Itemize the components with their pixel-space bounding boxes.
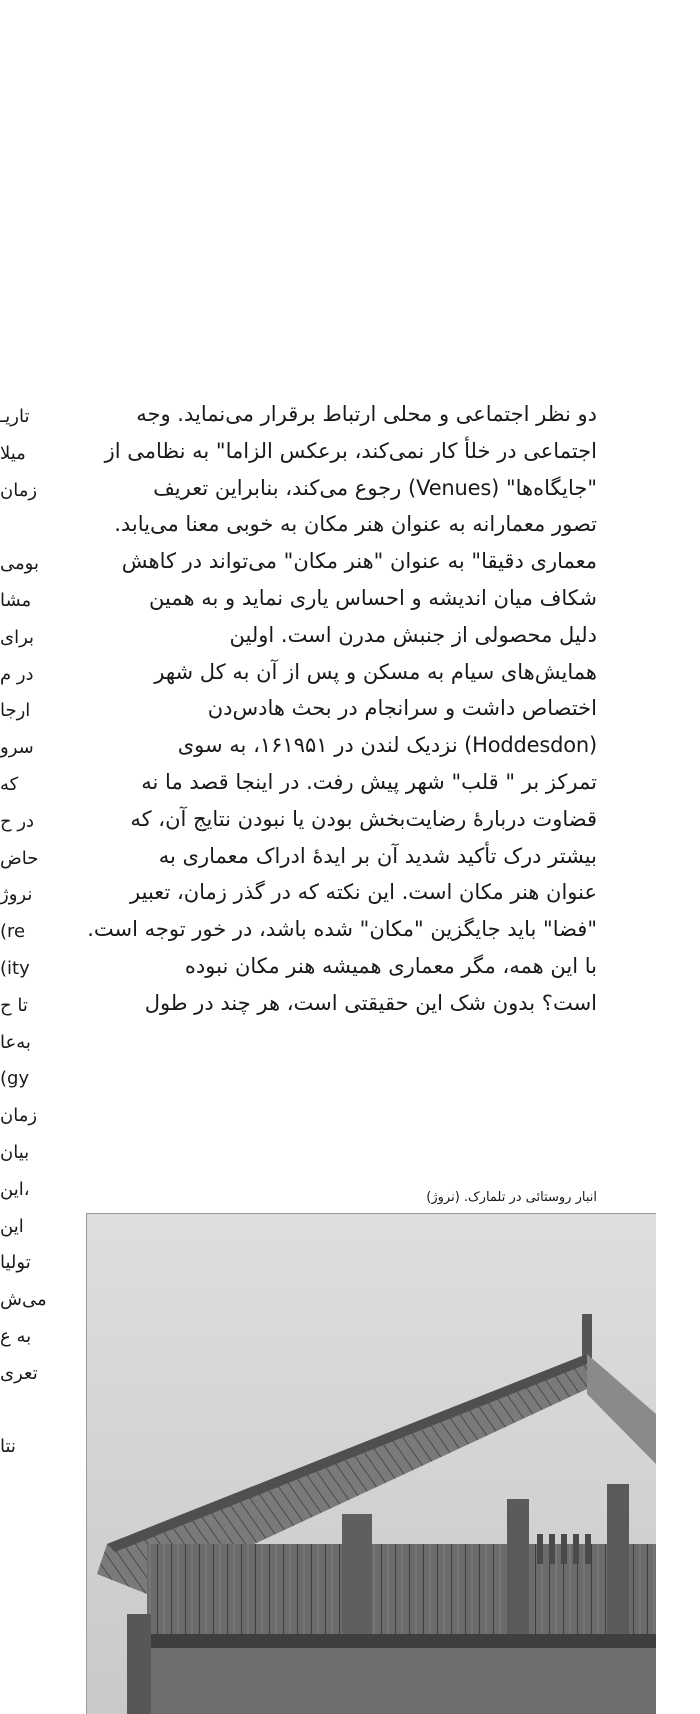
text-line: بیشتر درک تأکید شدید آن بر ایدهٔ ادراک معماری به	[158, 843, 597, 868]
adjacent-column-line: این	[0, 1215, 24, 1237]
storehouse-illustration	[87, 1214, 656, 1714]
adjacent-column-line: نروژ	[0, 884, 33, 906]
storehouse-lower-wall	[127, 1648, 656, 1714]
text-line: "جایگاه‌ها" (Venues) رجوع می‌کند، بنابراین تعریف	[153, 475, 597, 500]
floor-beam	[147, 1634, 656, 1648]
main-text-column	[60, 396, 597, 1022]
adjacent-column-line: برای	[0, 626, 35, 648]
adjacent-column-line: ارجا	[0, 700, 31, 722]
adjacent-column-line: تولیا	[0, 1252, 31, 1274]
adjacent-column-line: این،	[0, 1178, 30, 1200]
adjacent-column-line: می‌ش	[0, 1289, 47, 1311]
text-line: اختصاص داشت و سرانجام در بحث هادس‌دن	[207, 696, 597, 721]
text-line: تمرکز بر " قلب" شهر پیش رفت. در اینجا قصد ما نه	[141, 769, 597, 794]
text-line: است؟ بدون شک این حقیقتی است، هر چند در طول	[144, 990, 597, 1015]
text-line: قضاوت دربارهٔ رضایت‌بخش بودن یا نبودن نتایج آن، که	[130, 806, 597, 831]
adjacent-column-line: (re	[0, 921, 26, 943]
adjacent-column-line: در ح	[0, 810, 35, 832]
adjacent-column-line: به ع	[0, 1325, 32, 1347]
text-line: تصور معمارانه به عنوان هنر مکان به خوبی معنا می‌یابد.	[114, 512, 597, 537]
adjacent-column-line: (gy	[0, 1068, 30, 1090]
adjacent-column-line: در م	[0, 663, 34, 685]
adjacent-column-line: میلا	[0, 442, 26, 464]
text-line: همایش‌های سیام به مسکن و پس از آن به کل شهر	[154, 659, 597, 684]
corner-post	[342, 1514, 372, 1654]
text-line: "فضا" باید جایگزین "مکان" شده باشد، در خور توجه است.	[87, 917, 597, 942]
storehouse-photo	[86, 1213, 656, 1714]
adjacent-column-line: مشا	[0, 589, 32, 611]
text-line: دلیل محصولی از جنبش مدرن است. اولین	[229, 622, 597, 647]
text-line: با این همه، مگر معماری همیشه هنر مکان نبوده	[184, 953, 597, 978]
lower-corner-post	[127, 1614, 151, 1714]
adjacent-column-line: که	[0, 773, 19, 795]
adjacent-column-line: سرو	[0, 737, 34, 759]
text-line: شکاف میان اندیشه و احساس یاری نماید و به همین	[149, 585, 597, 610]
adjacent-column-line: زمان	[0, 479, 38, 501]
adjacent-column-line: به‌عا	[0, 1031, 31, 1053]
adjacent-column-line: بیان	[0, 1141, 30, 1163]
adjacent-column-line: تاریـ	[0, 406, 30, 427]
text-line: عنوان هنر مکان است. این نکته که در گذر زمان، تعبیر	[130, 880, 597, 905]
adjacent-column-line	[0, 1393, 40, 1430]
adjacent-column-fragments	[0, 399, 47, 1466]
storehouse-upper-wall	[147, 1544, 656, 1634]
adjacent-column-line	[0, 509, 40, 546]
text-line: معماری دقیقا" به عنوان "هنر مکان" می‌تواند در کاهش	[121, 549, 597, 574]
adjacent-column-line: حاض	[0, 847, 39, 869]
figure-caption: انبار روستائی در تلمارک. (نروژ)	[426, 1190, 597, 1205]
adjacent-column-line: زمان	[0, 1105, 38, 1127]
adjacent-column-line: نتا	[0, 1436, 16, 1458]
text-line: (Hoddesdon) نزدیک لندن در ۱۶۱۹۵۱، به سوی	[177, 733, 597, 758]
text-line: اجتماعی در خلأ کار نمی‌کند، برعکس الزاما" به نظامی از	[104, 438, 597, 463]
text-line: دو نظر اجتماعی و محلی ارتباط برقرار می‌نماید. وجه	[136, 402, 597, 426]
adjacent-column-line: تعری	[0, 1362, 38, 1384]
adjacent-column-line: (ity	[0, 957, 30, 979]
adjacent-column-line: تا ح	[0, 994, 28, 1016]
adjacent-column-line: بومی	[0, 553, 39, 575]
